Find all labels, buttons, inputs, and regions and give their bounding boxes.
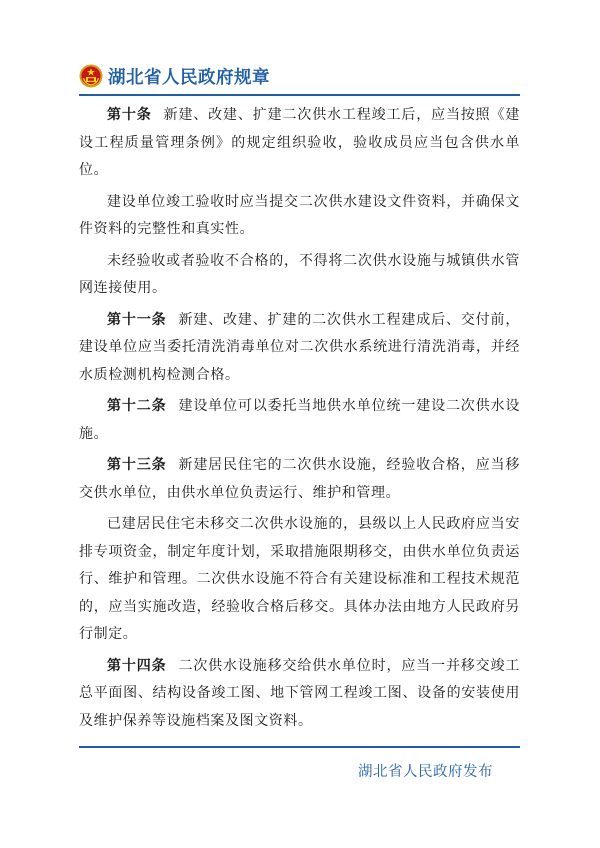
document-paragraph (79, 653, 520, 736)
article-number: 第十四条 (107, 657, 167, 674)
article-number: 第十一条 (107, 311, 167, 328)
national-emblem-icon (79, 64, 103, 88)
page-header (79, 62, 270, 90)
document-paragraph (79, 452, 520, 507)
header-divider (79, 94, 520, 96)
document-paragraph (79, 102, 520, 185)
paragraph-text: 新建、改建、扩建的二次供水工程建成后、交付前，建设单位应当委托清洗消毒单位对二次供水系统进行清洗消毒，并经水质检测机构检测合格。 (79, 311, 520, 383)
document-paragraph (79, 393, 520, 448)
paragraph-text: 新建、改建、扩建二次供水工程竣工后，应当按照《建设工程质量管理条例》的规定组织验收，验收成员应当包含供水单位。 (79, 107, 520, 178)
document-paragraph (79, 189, 520, 244)
paragraph-text: 新建居民住宅的二次供水设施，经验收合格，应当移交供水单位，由供水单位负责运行、维护和管理。 (79, 457, 520, 501)
document-paragraph (79, 248, 520, 303)
document-paragraph (79, 511, 520, 649)
document-paragraph (79, 307, 520, 390)
paragraph-text: 建设单位可以委托当地供水单位统一建设二次供水设施。 (79, 398, 520, 442)
paragraph-text: 二次供水设施移交给供水单位时，应当一并移交竣工总平面图、结构设备竣工图、地下管网工程竣工图、设备的安装使用及维护保养等设施档案及图文资料。 (79, 657, 520, 729)
header-title: 湖北省人民政府规章 (108, 67, 270, 88)
article-number: 第十三条 (107, 457, 167, 473)
paragraph-text: 建设单位竣工验收时应当提交二次供水建设文件资料，并确保文件资料的完整性和真实性。 (79, 193, 520, 237)
document-body (79, 102, 520, 739)
footer-divider (79, 746, 520, 748)
footer-publisher: 湖北省人民政府发布 (358, 764, 493, 780)
paragraph-text: 已建居民住宅未移交二次供水设施的，县级以上人民政府应当安排专项资金，制定年度计划，采取措施限期移交，由供水单位负责运行、维护和管理。二次供水设施不符合有关建设标准和工程技术规范的，应当实施改造，经验收合格后移交。具体办法由地方人民政府另行制定。 (79, 516, 520, 642)
paragraph-text: 未经验收或者验收不合格的，不得将二次供水设施与城镇供水管网连接使用。 (79, 252, 520, 296)
article-number: 第十二条 (107, 398, 167, 414)
article-number: 第十条 (107, 107, 152, 123)
